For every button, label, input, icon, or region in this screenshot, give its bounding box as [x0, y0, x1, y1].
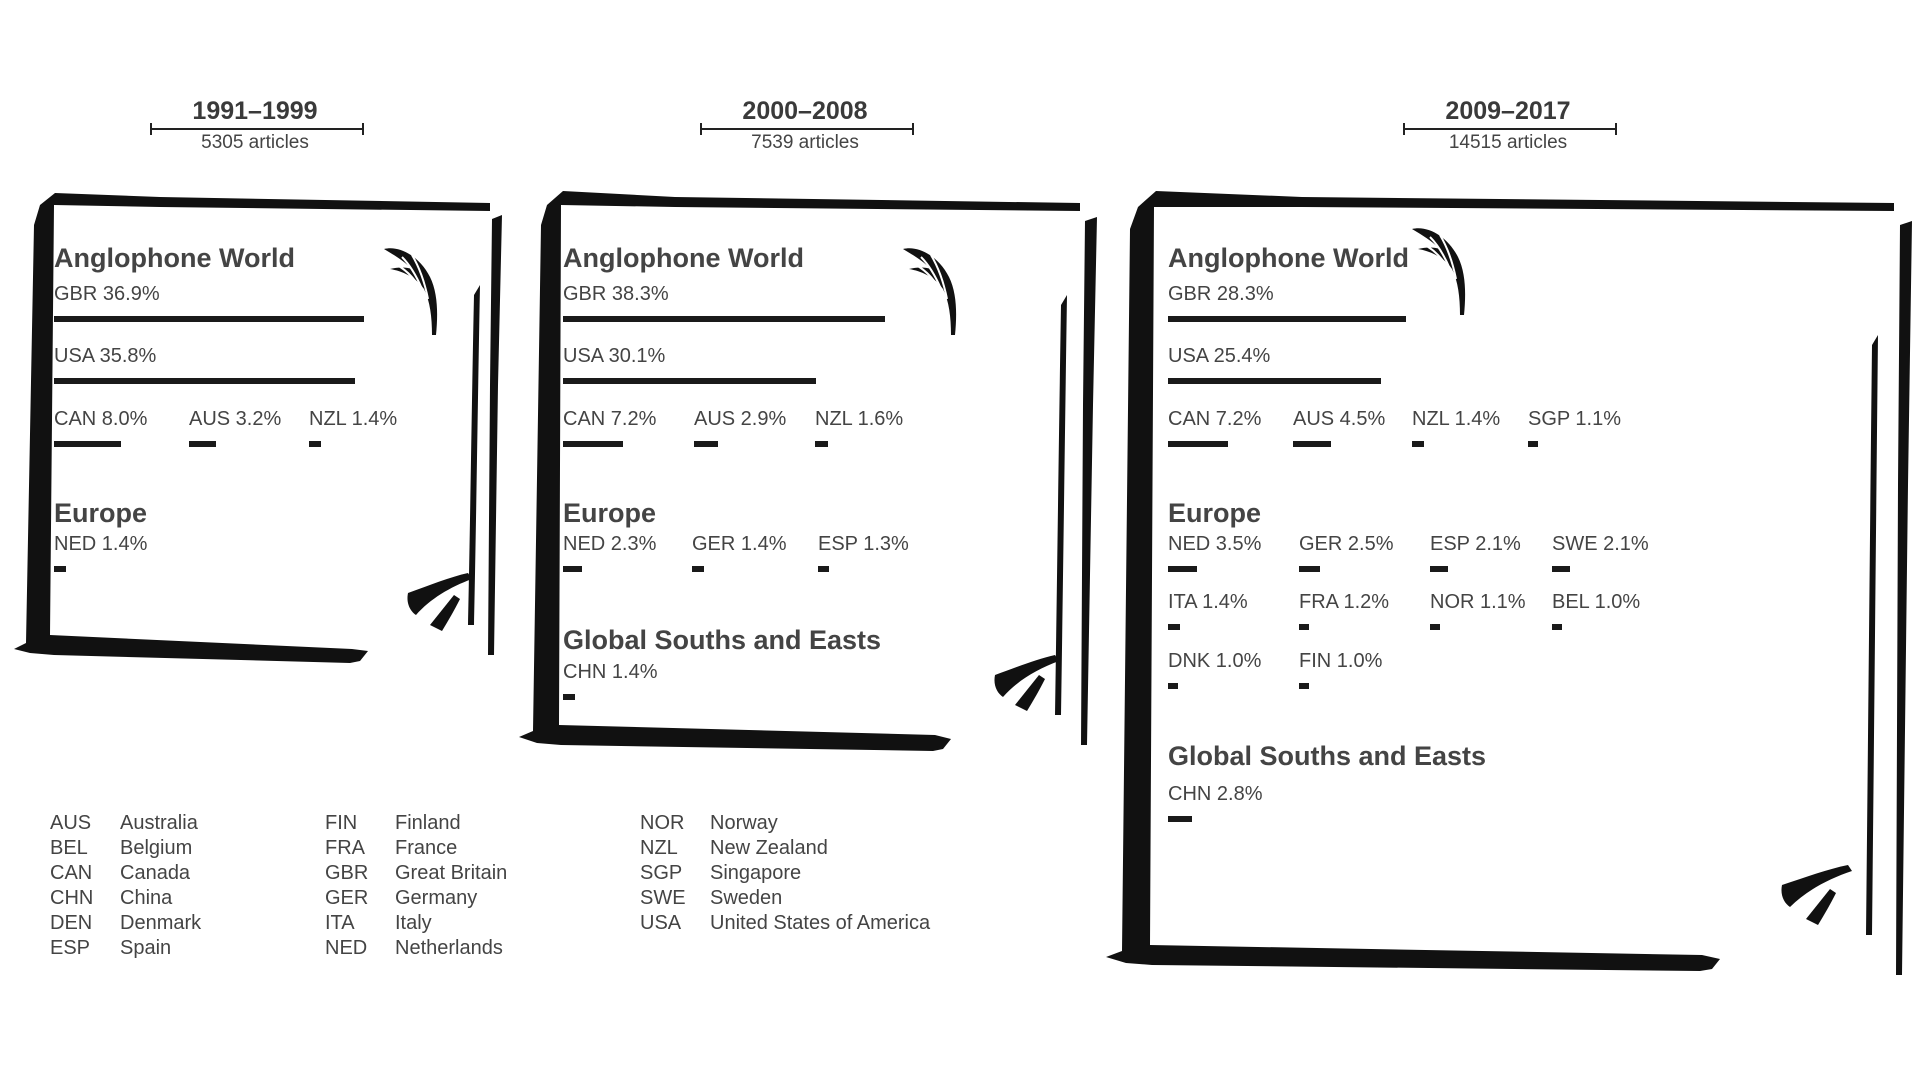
- country-share-label: FRA 1.2%: [1299, 591, 1390, 613]
- country-share-label: GBR 38.3%: [563, 283, 669, 305]
- region-title: Global Souths and Easts: [563, 625, 882, 655]
- period-bracket: [1403, 123, 1617, 135]
- period-title: 2000–2008: [742, 97, 868, 125]
- country-share-bar: [1168, 816, 1192, 822]
- region-title: Anglophone World: [54, 243, 295, 273]
- country-share-label: CAN 7.2%: [563, 408, 657, 430]
- legend-code: NED: [325, 937, 368, 959]
- legend-entry: [50, 937, 201, 962]
- country-share-bar: [1299, 624, 1309, 630]
- country-share-bar: [563, 441, 623, 447]
- paper-panel-2000-2008: [515, 185, 1097, 758]
- legend-country-name: Canada: [120, 862, 191, 884]
- country-share-bar: [563, 566, 582, 572]
- country-share-bar: [54, 441, 121, 447]
- legend-entry: [640, 812, 930, 837]
- legend-country-name: Great Britain: [395, 862, 508, 884]
- country-share-label: USA 35.8%: [54, 345, 157, 367]
- country-share-label: AUS 3.2%: [189, 408, 282, 430]
- legend-code: SGP: [640, 862, 683, 884]
- country-share-label: CAN 7.2%: [1168, 408, 1262, 430]
- period-title: 1991–1999: [192, 97, 318, 125]
- legend-entry: [50, 912, 201, 937]
- period-title: 2009–2017: [1445, 97, 1571, 125]
- country-share-bar: [1168, 378, 1381, 384]
- legend-code: ITA: [325, 912, 355, 934]
- country-share-label: NED 1.4%: [54, 533, 148, 555]
- period-article-count: 14515 articles: [1448, 132, 1568, 153]
- legend-entry: [640, 862, 930, 887]
- country-share-bar: [1168, 316, 1406, 322]
- legend-country-name: United States of America: [710, 912, 931, 934]
- country-share-bar: [1412, 441, 1424, 447]
- legend-entry: [325, 837, 507, 862]
- country-share-bar: [815, 441, 828, 447]
- country-share-label: NED 3.5%: [1168, 533, 1262, 555]
- period-bracket: [150, 123, 364, 135]
- legend-country-name: Finland: [395, 812, 461, 834]
- legend-country-name: Australia: [120, 812, 198, 834]
- legend-entry: [50, 862, 201, 887]
- country-share-bar: [1528, 441, 1538, 447]
- country-share-label: AUS 2.9%: [694, 408, 787, 430]
- country-share-bar: [1293, 441, 1331, 447]
- country-share-label: NOR 1.1%: [1430, 591, 1526, 613]
- country-share-bar: [1430, 566, 1448, 572]
- country-share-label: NZL 1.4%: [309, 408, 398, 430]
- legend-entry: [640, 887, 930, 912]
- legend-country-name: Norway: [710, 812, 778, 834]
- country-share-label: CHN 1.4%: [563, 661, 658, 683]
- period-article-count: 5305 articles: [201, 132, 309, 153]
- country-share-bar: [1299, 566, 1320, 572]
- legend-country-name: New Zealand: [710, 837, 828, 859]
- legend-entry: [325, 937, 507, 962]
- legend-code: CHN: [50, 887, 94, 909]
- country-share-label: SGP 1.1%: [1528, 408, 1622, 430]
- legend-country-name: China: [120, 887, 173, 909]
- country-share-label: USA 30.1%: [563, 345, 666, 367]
- legend-entry: [50, 812, 201, 837]
- country-share-bar: [1299, 683, 1309, 689]
- country-share-bar: [54, 316, 364, 322]
- country-share-label: AUS 4.5%: [1293, 408, 1386, 430]
- country-share-bar: [818, 566, 829, 572]
- paper-panel-1991-1999: [10, 185, 502, 670]
- legend-code: FIN: [325, 812, 358, 834]
- country-share-label: GBR 28.3%: [1168, 283, 1274, 305]
- legend-country-name: Denmark: [120, 912, 202, 934]
- country-share-label: GER 2.5%: [1299, 533, 1394, 555]
- legend-country-name: Spain: [120, 937, 172, 959]
- legend-entry: [50, 837, 201, 862]
- legend-code: CAN: [50, 862, 93, 884]
- paper-panel-2009-2017: [1102, 185, 1912, 980]
- legend-entry: [640, 912, 930, 937]
- legend-entry: [325, 887, 507, 912]
- country-share-bar: [694, 441, 718, 447]
- legend-entry: [640, 837, 930, 862]
- legend-code: GER: [325, 887, 369, 909]
- legend-code: GBR: [325, 862, 369, 884]
- legend-code: DEN: [50, 912, 93, 934]
- region-title: Anglophone World: [563, 243, 804, 273]
- legend-code: FRA: [325, 837, 365, 859]
- region-title: Anglophone World: [1168, 243, 1409, 273]
- legend-country-name: Sweden: [710, 887, 783, 909]
- period-bracket: [700, 123, 914, 135]
- legend-code: AUS: [50, 812, 92, 834]
- country-share-bar: [1168, 683, 1178, 689]
- country-share-bar: [563, 694, 575, 700]
- legend-country-name: Germany: [395, 887, 478, 909]
- feather-quill-icon: [380, 243, 440, 339]
- legend-entry: [325, 812, 507, 837]
- legend-code: SWE: [640, 887, 686, 909]
- country-share-bar: [1552, 624, 1562, 630]
- country-share-label: ITA 1.4%: [1168, 591, 1248, 613]
- country-share-label: NED 2.3%: [563, 533, 657, 555]
- region-title: Europe: [563, 498, 657, 528]
- legend-country-name: Italy: [395, 912, 432, 934]
- legend-country-name: Belgium: [120, 837, 193, 859]
- country-share-label: GER 1.4%: [692, 533, 787, 555]
- legend-code: ESP: [50, 937, 91, 959]
- region-title: Europe: [1168, 498, 1262, 528]
- country-share-label: BEL 1.0%: [1552, 591, 1641, 613]
- country-share-bar: [1430, 624, 1440, 630]
- country-share-label: SWE 2.1%: [1552, 533, 1649, 555]
- legend-code: NZL: [640, 837, 678, 859]
- country-share-label: NZL 1.6%: [815, 408, 904, 430]
- country-share-bar: [1552, 566, 1570, 572]
- country-share-label: FIN 1.0%: [1299, 650, 1383, 672]
- country-share-label: NZL 1.4%: [1412, 408, 1501, 430]
- country-share-label: CHN 2.8%: [1168, 783, 1263, 805]
- country-share-bar: [1168, 566, 1197, 572]
- country-share-bar: [54, 378, 355, 384]
- region-title: Global Souths and Easts: [1168, 741, 1487, 771]
- country-share-label: ESP 1.3%: [818, 533, 909, 555]
- country-share-label: ESP 2.1%: [1430, 533, 1521, 555]
- legend-country-name: France: [395, 837, 458, 859]
- country-share-label: GBR 36.9%: [54, 283, 160, 305]
- legend-code: USA: [640, 912, 682, 934]
- region-title: Europe: [54, 498, 148, 528]
- legend-column: [50, 812, 201, 962]
- legend-entry: [325, 912, 507, 937]
- legend-code: NOR: [640, 812, 685, 834]
- country-share-label: DNK 1.0%: [1168, 650, 1262, 672]
- country-share-bar: [189, 441, 216, 447]
- country-share-bar: [563, 316, 885, 322]
- legend-column: [640, 812, 930, 937]
- feather-quill-icon: [1404, 223, 1472, 319]
- country-share-bar: [54, 566, 66, 572]
- legend-country-name: Singapore: [710, 862, 802, 884]
- period-article-count: 7539 articles: [751, 132, 859, 153]
- feather-quill-icon: [899, 243, 959, 339]
- legend-entry: [50, 887, 201, 912]
- country-share-bar: [1168, 624, 1180, 630]
- country-share-bar: [563, 378, 816, 384]
- legend-code: BEL: [50, 837, 88, 859]
- country-share-bar: [692, 566, 704, 572]
- country-share-bar: [1168, 441, 1228, 447]
- legend-country-name: Netherlands: [395, 937, 503, 959]
- country-share-label: USA 25.4%: [1168, 345, 1271, 367]
- legend-entry: [325, 862, 507, 887]
- country-share-label: CAN 8.0%: [54, 408, 148, 430]
- legend-column: [325, 812, 507, 962]
- country-share-bar: [309, 441, 321, 447]
